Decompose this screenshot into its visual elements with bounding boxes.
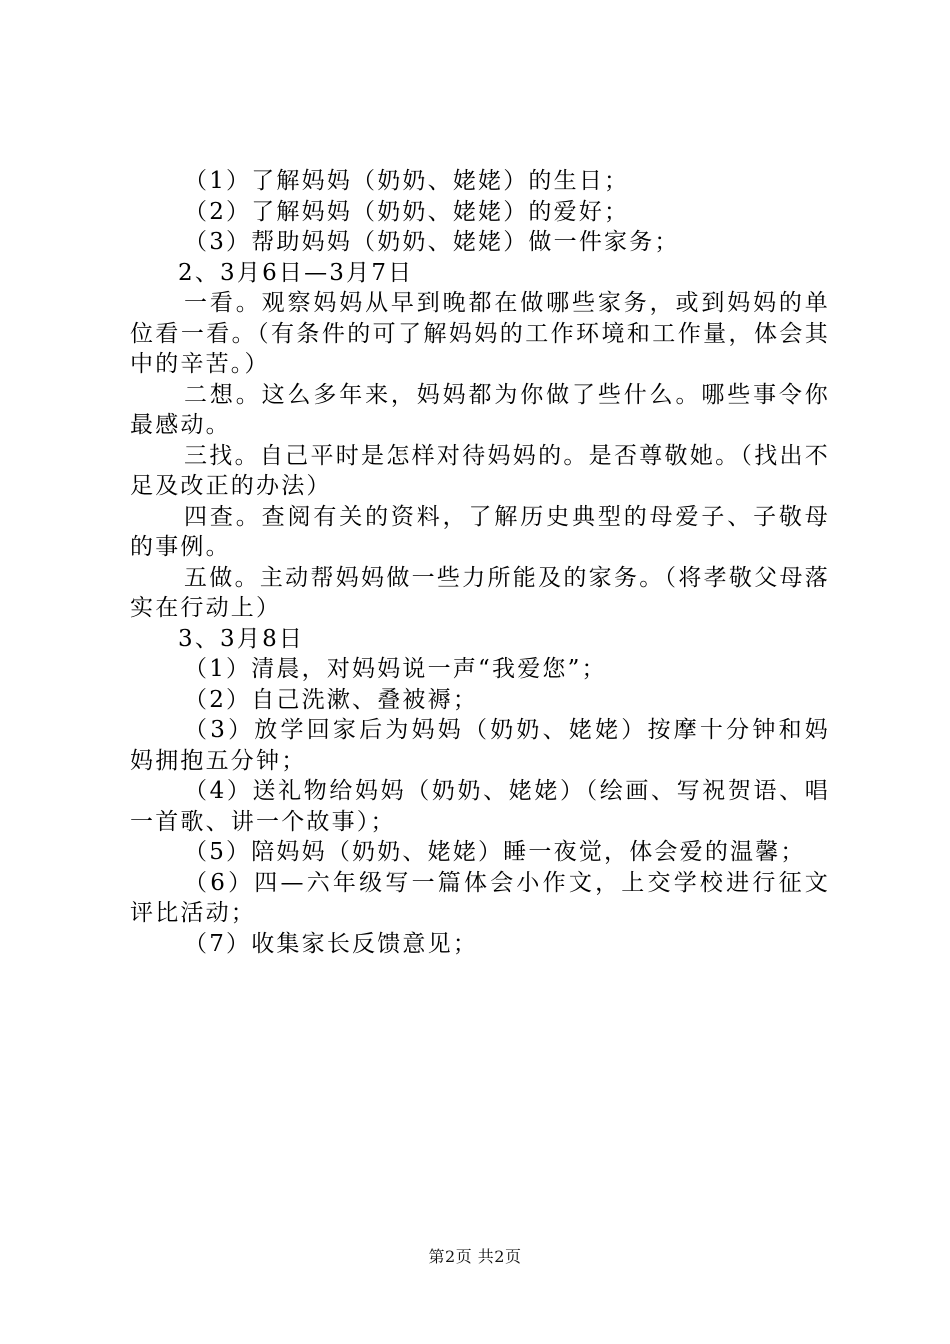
document-body	[130, 166, 830, 959]
paragraph-sub-item: （6）四—六年级写一篇体会小作文，上交学校进行征文评比活动；	[130, 869, 830, 926]
paragraph-sub-item: （1）清晨，对妈妈说一声“我爱您”；	[184, 656, 607, 682]
paragraph-body: 四查。查阅有关的资料，了解历史典型的母爱子、子敬母的事例。	[130, 503, 830, 560]
paragraph-sub-item: （2）了解妈妈（奶奶、姥姥）的爱好；	[184, 198, 630, 225]
page-number-label: 第2页 共2页	[428, 1247, 522, 1266]
paragraph-sub-item: （2）自己洗漱、叠被褥；	[184, 686, 479, 713]
page-footer	[0, 1244, 950, 1267]
paragraph-sub-item: （1）了解妈妈（奶奶、姥姥）的生日；	[184, 168, 630, 194]
paragraph-sub-item: （7）收集家长反馈意见；	[184, 930, 479, 957]
paragraph-body: 三找。自己平时是怎样对待妈妈的。是否尊敬她。（找出不足及改正的办法）	[130, 442, 830, 499]
paragraph-body: 五做。主动帮妈妈做一些力所能及的家务。（将孝敬父母落实在行动上）	[130, 564, 830, 621]
paragraph-sub-item: （3）放学回家后为妈妈（奶奶、姥姥）按摩十分钟和妈妈拥抱五分钟；	[130, 717, 830, 774]
paragraph-body: 二想。这么多年来，妈妈都为你做了些什么。哪些事令你最感动。	[130, 381, 830, 438]
paragraph-sub-item: （5）陪妈妈（奶奶、姥姥）睡一夜觉，体会爱的温馨；	[184, 839, 806, 865]
section-heading: 2、3月6日—3月7日	[178, 259, 414, 286]
paragraph-sub-item: （4）送礼物给妈妈（奶奶、姥姥）（绘画、写祝贺语、唱一首歌、讲一个故事）；	[130, 778, 830, 835]
paragraph-body: 一看。观察妈妈从早到晚都在做哪些家务，或到妈妈的单位看一看。（有条件的可了解妈妈的工作环境和工作量，体会其中的辛苦。）	[130, 290, 830, 377]
section-heading: 3、3月8日	[178, 625, 305, 652]
paragraph-sub-item: （3）帮助妈妈（奶奶、姥姥）做一件家务；	[184, 229, 680, 255]
